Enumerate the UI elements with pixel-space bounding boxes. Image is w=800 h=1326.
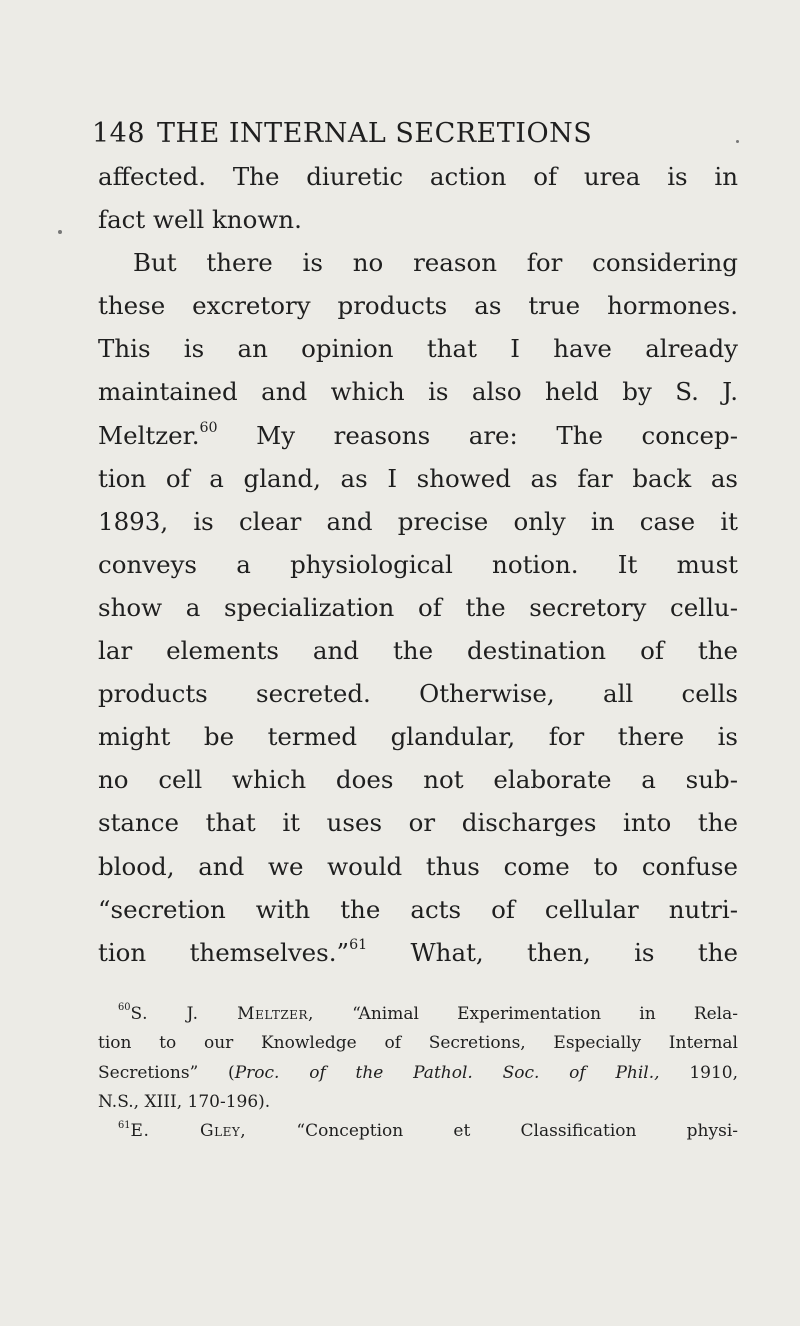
text-line-segment: My reasons are: The concep- bbox=[256, 420, 738, 450]
footnote-author: E. Gley, bbox=[130, 1121, 247, 1142]
footnote-line: N.S., XIII, 170-196). bbox=[98, 1091, 271, 1112]
footnote-ref-61: 61 bbox=[349, 936, 368, 953]
footnote-number: 60 bbox=[118, 1002, 131, 1014]
text-line: these excretory products as true hormones. bbox=[98, 291, 738, 321]
text-line bbox=[98, 414, 738, 457]
text-line: maintained and which is also held by S. J. bbox=[98, 377, 738, 407]
text-line: products secreted. Otherwise, all cells bbox=[98, 679, 738, 709]
text-line: “secretion with the acts of cellular nutri- bbox=[98, 894, 738, 924]
body-text bbox=[98, 155, 738, 974]
text-line-segment: tion themselves.” bbox=[98, 937, 350, 967]
text-line: This is an opinion that I have already bbox=[98, 334, 738, 364]
footnote-text: “Animal Experimentation in Rela- bbox=[352, 1004, 739, 1024]
footnote-line bbox=[98, 1059, 738, 1088]
text-line: show a specialization of the secretory cellu- bbox=[98, 592, 738, 622]
footnote-text: 1910, bbox=[659, 1062, 738, 1083]
footnote-author: S. J. Meltzer, bbox=[130, 1004, 314, 1024]
meltzer-word: Meltzer. bbox=[98, 420, 200, 450]
footnote-line: tion to our Knowledge of Secretions, Especially Internal bbox=[98, 1033, 738, 1054]
text-line: no cell which does not elaborate a sub- bbox=[98, 765, 738, 795]
running-title: THE INTERNAL SECRETIONS bbox=[157, 118, 593, 149]
footnote-number: 61 bbox=[118, 1119, 131, 1131]
text-line-segment: What, then, is the bbox=[410, 937, 738, 967]
text-line bbox=[98, 931, 738, 974]
text-line: might be termed glandular, for there is bbox=[98, 722, 738, 752]
text-line: conveys a physiological notion. It must bbox=[98, 549, 738, 579]
paper-speck bbox=[736, 140, 739, 143]
footnote-journal: Proc. of the Pathol. Soc. of Phil., bbox=[234, 1062, 660, 1083]
footnote-ref-60: 60 bbox=[199, 419, 218, 436]
text-line: lar elements and the destination of the bbox=[98, 636, 738, 666]
text-line: affected. The diuretic action of urea is in bbox=[98, 162, 738, 191]
footnote-60 bbox=[98, 1000, 738, 1029]
page-number: 148 bbox=[92, 118, 146, 149]
footnote-text: Secretions” ( bbox=[98, 1062, 235, 1083]
paper-speck bbox=[58, 230, 62, 234]
footnote-61 bbox=[98, 1117, 738, 1146]
running-header bbox=[92, 118, 752, 149]
footnote-text: “Conception et Classification physi- bbox=[296, 1121, 739, 1142]
text-line: blood, and we would thus come to confuse bbox=[98, 851, 738, 881]
text-line: 1893, is clear and precise only in case it bbox=[98, 506, 738, 536]
text-line: tion of a gland, as I showed as far back as bbox=[98, 463, 738, 493]
text-line: stance that it uses or discharges into the bbox=[98, 808, 738, 838]
text-line: But there is no reason for considering bbox=[133, 248, 738, 278]
text-line: fact well known. bbox=[98, 205, 302, 235]
footnotes bbox=[98, 1000, 738, 1146]
